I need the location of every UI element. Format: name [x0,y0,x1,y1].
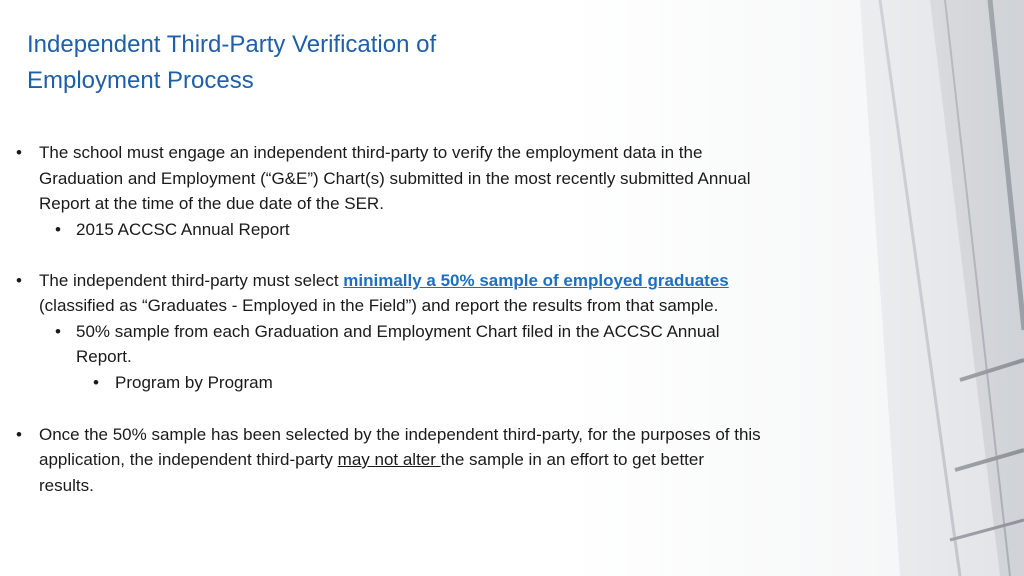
bullet-1-line-3: Report at the time of the due date of the SER. [39,194,384,213]
bullet-1-sub-1: 2015 ACCSC Annual Report [76,220,290,239]
slide-title-line-1: Independent Third-Party Verification of [27,31,437,58]
bullet-2-line-1 [39,271,729,291]
bullet-glyph: • [16,271,22,290]
bullet-2-sub-sub-1: Program by Program [115,373,273,392]
bullet-2-line-2: (classified as “Graduates - Employed in the Field”) and report the results from that sample. [39,296,719,315]
bullet-2-sub-1-line-2: Report. [76,347,132,366]
bullet-glyph: • [16,143,22,162]
slide-title-line-2: Employment Process [27,67,254,94]
sample-requirement-link[interactable]: minimally a 50% sample of employed graduates [343,271,729,290]
bullet-1-line-2: Graduation and Employment (“G&E”) Chart(s) submitted in the most recently submitted Annual [39,169,751,188]
bullet-3-line-2 [39,450,704,470]
bullet-3-line-1: Once the 50% sample has been selected by the independent third-party, for the purposes of this [39,425,761,444]
sub-bullet-glyph: • [55,220,61,239]
slide-title [27,27,547,99]
sub-bullet-glyph: • [55,322,61,341]
sub-sub-bullet-glyph: • [93,373,99,392]
bullet-1-line-1: The school must engage an independent third-party to verify the employment data in the [39,143,703,162]
bullet-3-line-2-suffix: the sample in an effort to get better [440,450,705,469]
bullet-glyph: • [16,425,22,444]
may-not-alter-emphasis: may not alter [337,450,441,469]
bullet-2-sub-1-line-1: 50% sample from each Graduation and Employment Chart filed in the ACCSC Annual [76,322,720,341]
bullet-3-line-3: results. [39,476,94,495]
bullet-3-line-2-prefix: application, the independent third-party [39,450,338,469]
bullet-2-line-1-prefix: The independent third-party must select [39,271,344,290]
